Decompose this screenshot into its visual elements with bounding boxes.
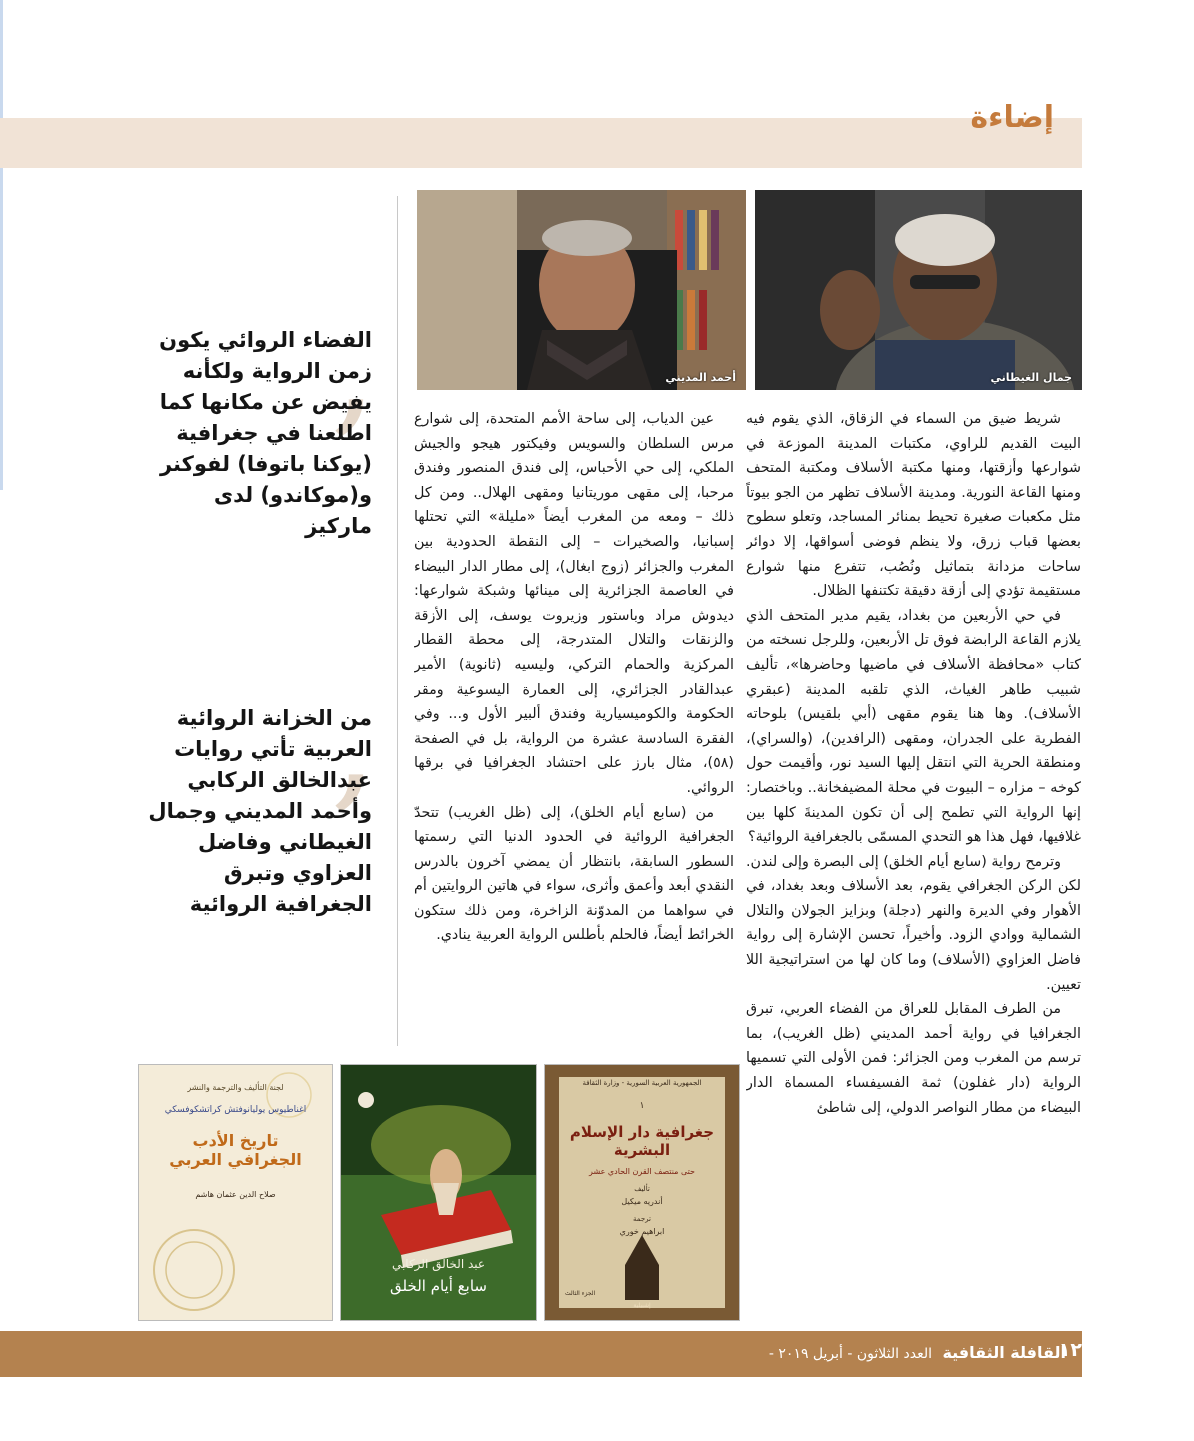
book-cover-geography: [544, 1064, 740, 1321]
book-part: الجزء الثالث: [565, 1290, 596, 1297]
photo-caption: جمال الغيطاني: [990, 371, 1072, 384]
paragraph: عين الدياب، إلى ساحة الأمم المتحدة، إلى شوارع مرس السلطان والسويس وفيكتور هيجو والجيش الملكي، إلى حي الأحباس، إلى فندق المنصور وفندق مرحبا، إلى مقهى موريتانيا ومقهى الهلال.. ومن كل ذلك – ومعه من المغرب أيضاً «مليلة» التي تحتلها إسبانيا، والصخيرات – إلى النقطة الحدودية بين المغرب والجزائر (زوج ابغال)، إلى مطار الدار البيضاء في العاصمة الجزائرية إلى مينائها وشبكة شوارعها: ديدوش مراد وباستور وزيروت يوسف، إلى الأزقة والزنقات والتلال المتدرجة، إلى محطة القطار المركزية والحمام التركي، وليسيه (ثانوية) الأمير عبدالقادر الجزائري، إلى العمارة اليسوعية ومقر الحكومة والكوميسيارية وفندق ألبير الأول و... وفي الفقرة السادسة عشرة من الرواية، بل في الصفحة (٥٨)، مثال بارز على احتشاد الجغرافيا في برقها الروائي.: [414, 411, 734, 796]
book-subtitle: حتى منتصف القرن الحادي عشر: [589, 1167, 695, 1176]
issue-info: العدد الثلاثون - أبريل ٢٠١٩ -: [768, 1346, 932, 1362]
paragraph: في حي الأربعين من بغداد، يقيم مدير المتحف الذي يلازم القاعة الرابضة فوق تل الأربعين، وللرجل نسخته من كتاب «محافظة الأسلاف في ماضيها وحاضرها»، تأليف شبيب طاهر الغياث، الذي تلقبه المدينة (عبقري الأسلاف). وها هنا يقوم مقهى (أبي بلقيس) بلوحاته الفطرية على الجدران، ومقهى (الرافدين)، (والسراي)، ومنطقة الحرية التي انتقل إليها السيد نور، وأقيمت حول كوخه – مزاره – البيوت في محلة المضيفخانة.. وباختصار: إنها الرواية التي تطمح إلى أن تكون المدينةَ كلها بين غلافيها، فهل هذا هو التحدي المسمّى بالجغرافية الروائية؟: [746, 607, 1081, 846]
book-publisher: الجمهورية العربية السورية - وزارة الثقافة: [582, 1079, 702, 1087]
page-number: ١٢: [1058, 1339, 1082, 1361]
photo-gamal-ghitani: [755, 190, 1082, 390]
book-title: جغرافية دار الإسلام البشرية: [569, 1123, 715, 1159]
book-translator: صلاح الدين عثمان هاشم: [195, 1190, 276, 1199]
book-title: سابع أيام الخلق: [390, 1277, 487, 1295]
footer-issue-line: [769, 1343, 1066, 1362]
quote-mark-icon: ,: [330, 278, 378, 452]
book-imprint: إشبيلية: [633, 1302, 651, 1309]
portrait-illustration: [417, 190, 746, 390]
portrait-illustration: [755, 190, 1082, 390]
paragraph: من (سابع أيام الخلق)، إلى (ظل الغريب) تتحدّ الجغرافية الروائية في الحدود الدنيا التي رسمتها السطور السابقة، بانتظار أن يمضي آخرون بالدرس النقدي أبعد وأعمق وأثرى، سواء في هاتين الروايتين أم في سواهما من المدوّنة الزاخرة، ومن ذلك ستكون الخرائط أيضاً، فالحلم بأطلس الرواية العربية ينادي.: [414, 804, 734, 944]
section-header-band: [0, 118, 1082, 168]
book-author: عبد الخالق الركابي: [391, 1257, 486, 1271]
quote-mark-icon: ,: [330, 653, 378, 827]
book-number: ١: [639, 1101, 645, 1111]
pull-quote-2: من الخزانة الروائية العربية تأتي روايات عبدالخالق الركابي وأحمد المديني وجمال الغيطاني وفاضل العزاوي وتبرق الجغرافية الروائية: [148, 706, 372, 916]
book-author: اغناطيوس يوليانوفتش كراتشكوفسكي: [164, 1105, 307, 1115]
book-cover-seventh-day: [340, 1064, 537, 1321]
section-title: إضاءة: [970, 100, 1054, 135]
article-column-middle: [414, 407, 734, 1055]
book-translator: ابراهيم خوري: [619, 1227, 665, 1236]
article-column-right: [746, 407, 1081, 1325]
book-author-label: تأليف: [634, 1185, 650, 1193]
column-divider: [397, 196, 398, 1046]
photo-caption: أحمد المديني: [665, 371, 736, 384]
book-title: تاريخ الأدب الجغرافي العربي: [169, 1131, 302, 1169]
page-edge-stripe: [0, 0, 3, 490]
paragraph: وترمح رواية (سابع أيام الخلق) إلى البصرة وإلى لندن. لكن الركن الجغرافي يقوم، بعد الأسلاف وبعد بغداد، في الأهوار وفي الديرة والنهر (دجلة) وبزايز الجولان والتلال الشمالية ووادي الزود. وأخيراً، تحسن الإشارة إلى رواية فاضل العزاوي (الأسلاف) وما كان لها من استراتيجية اللا تعيين.: [746, 853, 1081, 993]
book-cover-arab-geographical-literature: [138, 1064, 333, 1321]
book-header: لجنة التأليف والترجمة والنشر: [187, 1083, 284, 1092]
book-author: أندريه ميكيل: [621, 1197, 663, 1206]
magazine-name: القافلة الثقافية: [942, 1343, 1066, 1362]
book-translator-label: ترجمة: [633, 1215, 651, 1223]
pull-quote-1: الفضاء الروائي يكون زمن الرواية ولكأنه يفيض عن مكانها كما اطلعنا في جغرافية (يوكنا باتوفا) لفوكنر و(موكاندو) لدى ماركيز: [159, 328, 372, 538]
photo-ahmed-madini: [417, 190, 746, 390]
paragraph: شريط ضيق من السماء في الزقاق، الذي يقوم فيه البيت القديم للراوي، مكتبات المدينة الموزعة في شوارعها وأزقتها، ومنها مكتبة الأسلاف ومكتبة المتحف ومنها القاعة النورية. ومدينة الأسلاف تظهر من الجو بيوتاً مثل مكعبات صغيرة تحيط بمنائر المساجد، وتعلو سطوح بعضها قباب زرق، ولا ينظم فوضى أسواقها، إلا دوائر ساحات مزدانة بتماثيل ونُصُب، تتفرع منها شوارع مستقيمة تؤدي إلى أزقة دقيقة تكتنفها الظلال.: [746, 411, 1081, 600]
paragraph: من الطرف المقابل للعراق من الفضاء العربي، تبرق الجغرافيا في رواية أحمد المديني (ظل الغريب)، بما ترسم من المغرب ومن الجزائر: فمن الأولى التي تسميها الرواية (دار غفلون) ثمة الفسيفساء المسماة الدار البيضاء من مطار النواصر الدولي، إلى شاطئ: [746, 1001, 1081, 1116]
